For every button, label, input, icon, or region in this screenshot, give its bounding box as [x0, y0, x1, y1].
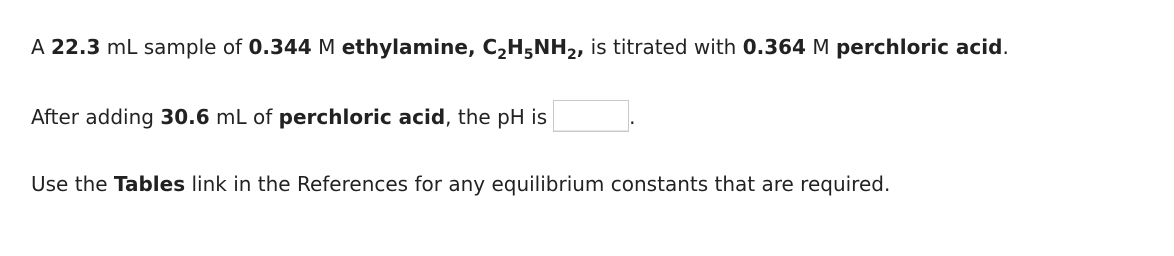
- ph-answer-input[interactable]: [553, 100, 629, 132]
- text-segment: mL sample of: [100, 35, 249, 59]
- tables-instructions: [31, 172, 890, 196]
- base-concentration: 0.344: [248, 35, 312, 59]
- tables-link-label: Tables: [113, 172, 186, 196]
- acid-name: perchloric acid: [835, 35, 1003, 59]
- added-volume: 30.6: [160, 105, 210, 129]
- base-name: ethylamine, $C_2H_5NH_2$,: [341, 35, 585, 63]
- text-segment: A: [31, 35, 52, 59]
- text-segment: , the pH is: [445, 105, 548, 129]
- text-segment: is titrated with: [584, 35, 743, 59]
- acid-name: perchloric acid: [278, 105, 446, 129]
- text-segment: .: [1002, 35, 1009, 59]
- text-segment: Use the: [31, 172, 114, 196]
- text-segment: mL of: [209, 105, 279, 129]
- text-segment: M: [311, 35, 342, 59]
- text-segment: M: [805, 35, 836, 59]
- text-segment: After adding: [31, 105, 161, 129]
- text-segment: .: [629, 105, 636, 129]
- sample-volume: 22.3: [51, 35, 101, 59]
- problem-statement: [31, 35, 1009, 63]
- text-segment: link in the References for any equilibrium constants that are required.: [185, 172, 891, 196]
- acid-concentration: 0.364: [742, 35, 806, 59]
- question-prompt: [31, 105, 636, 132]
